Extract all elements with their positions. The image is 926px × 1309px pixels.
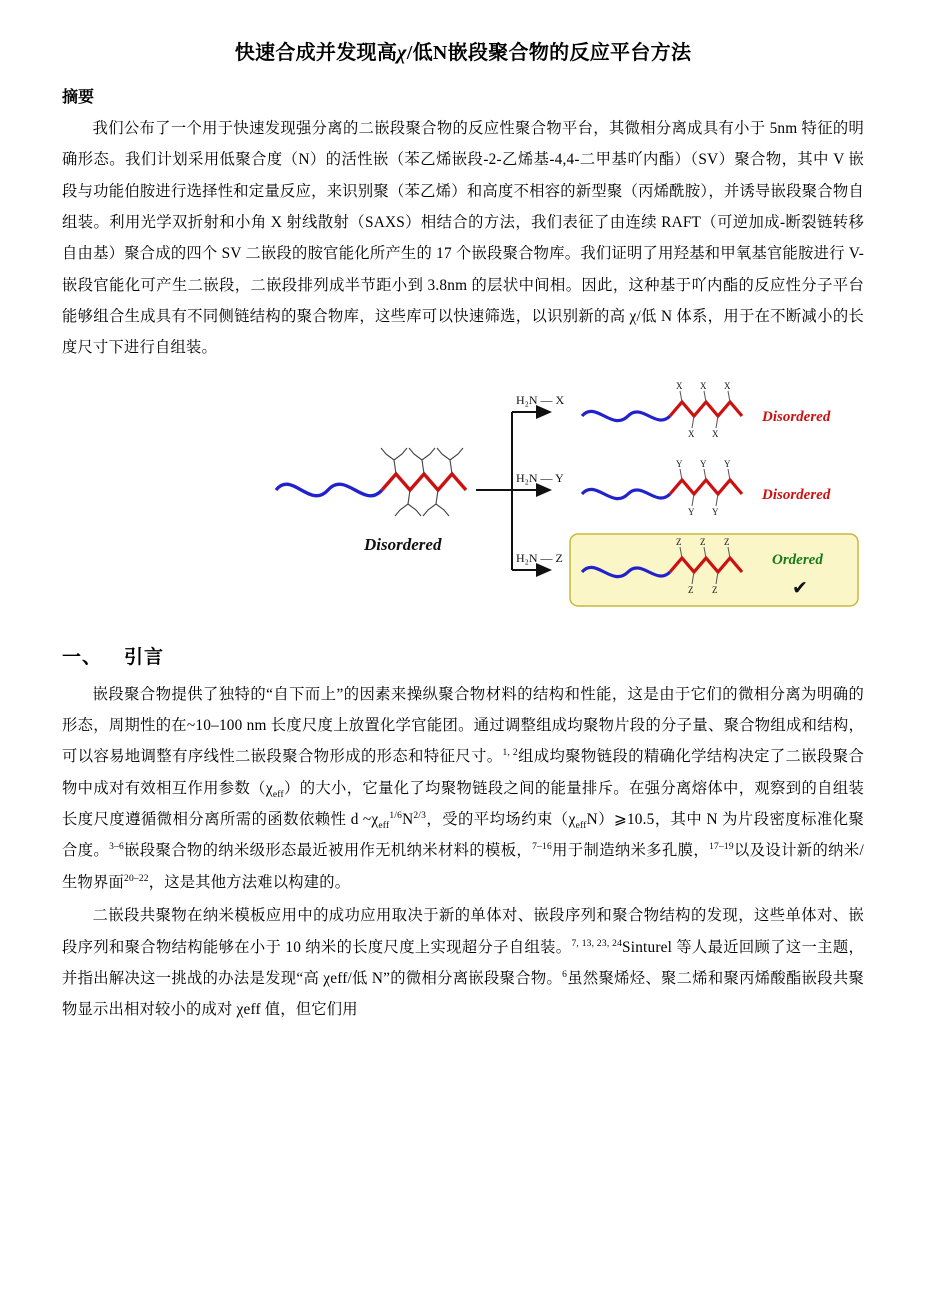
ref-6: 7, 13, 23, 24 <box>571 938 623 949</box>
ref-2: 3–6 <box>109 842 124 853</box>
ref-4: 17–19 <box>709 842 734 853</box>
title-chi: χ <box>397 42 407 64</box>
section-number: 一、 <box>62 646 103 668</box>
side-group-y-3: Y <box>700 458 707 469</box>
ref-1: 1, 2 <box>502 748 518 759</box>
title-suffix: 嵌段聚合物的反应平台方法 <box>447 42 692 64</box>
side-group-y-4: Y <box>712 506 719 517</box>
side-group-x-2: X <box>688 428 695 439</box>
reaction-arrows <box>476 412 550 570</box>
side-group-z-1: Z <box>676 536 682 547</box>
side-group-y-5: Y <box>724 458 731 469</box>
result-label-3: Ordered <box>772 551 823 568</box>
intro-p1-g: 用于制造纳米多孔膜， <box>551 842 710 860</box>
product-row-disordered-1 <box>582 382 831 439</box>
intro-p2-c: 虽然聚烯烃、聚二烯和聚丙烯酸酯嵌段共聚物显示出相对较小的成对 χeff 值，但它们用 <box>62 969 864 1019</box>
abstract-text: 我们公布了一个用于快速发现强分离的二嵌段聚合物的反应性聚合物平台，其微相分离成具有小于 5nm 特征的明确形态。我们计划采用低聚合度（N）的活性嵌（苯乙烯嵌段-2-乙烯基-4,4-二甲基吖内酯）（SV）聚合物，其中 V 嵌段与功能伯胺进行选择性和定量反应，来识别聚（苯乙烯）和高度不相容的新型聚（丙烯酰胺），并诱导嵌段聚合物自组装。利用光学双折射和小角 X 射线散射（SAXS）相结合的方法，我们表征了由连续 RAFT（可逆加成-断裂链转移自由基）聚合成的四个 SV 二嵌段的胺官能化所产生的 17 个嵌段聚合物库。我们证明了用羟基和甲氧基官能胺进行 V-嵌段官能化可产生二嵌段，二嵌段排列成半节距小到 3.8nm 的层状中间相。因此，这种基于吖内酯的反应性分子平台能够组合生成具有不同侧链结构的聚合物库，这些库可以快速筛选，以识别新的高 χ/低 N 体系，用于在不断减小的长度尺寸下进行自组装。 <box>62 120 864 357</box>
intro-p1-d: ，受的平均场约束（χ <box>426 811 576 829</box>
graphical-abstract-svg <box>264 382 864 612</box>
ref-5: 20–22 <box>124 873 149 884</box>
side-group-x-4: X <box>712 428 719 439</box>
section-heading-introduction <box>62 642 864 669</box>
chi-sub-3: eff <box>575 821 587 832</box>
side-group-z-4: Z <box>712 584 718 595</box>
intro-paragraph-2 <box>62 900 864 1025</box>
result-label-1: Disordered <box>762 408 831 425</box>
intro-p2-b: Sinturel 等人最近回顾了这一主题，并指出解决这一挑战的办法是发现“高 χeff/低 N”的微相分离嵌段聚合物。 <box>62 938 864 987</box>
figure-source-label: Disordered <box>364 534 442 554</box>
intro-p2-a: 二嵌段共聚物在纳米模板应用中的成功应用取决于新的单体对、嵌段序列和聚合物结构的发现，这些单体对、嵌段序列和聚合物结构能够在小于 10 纳米的长度尺度上实现超分子自组装。 <box>62 907 864 956</box>
page-title <box>62 40 864 66</box>
chi-sub-1: eff <box>272 789 284 800</box>
intro-p1-i: ，这是其他方法难以构建的。 <box>148 873 351 891</box>
ref-7: 6 <box>562 969 568 980</box>
exp-1: 1/6 <box>389 811 403 822</box>
intro-p1-e: N）⩾10.5，其中 N 为片段密度标准化聚合度。 <box>62 811 865 860</box>
intro-p1-c: ）的大小，它量化了均聚物链段之间的能量排斥。在强分离熔体中，观察到的自组装长度尺度遵循微相分离所需的函数依赖性 d ~χ <box>62 779 865 829</box>
reagent-label-y: H₂N — Y <box>516 470 564 485</box>
figure-container <box>62 382 864 612</box>
graphical-abstract-figure <box>264 382 864 612</box>
side-group-y-2: Y <box>688 506 695 517</box>
side-group-x-3: X <box>700 381 707 391</box>
intro-p1-f: 嵌段聚合物的纳米级形态最近被用作无机纳米材料的模板， <box>123 842 533 860</box>
reagent-label-z: H₂N — Z <box>516 550 563 565</box>
title-mid: /低 <box>406 42 433 64</box>
side-group-z-3: Z <box>700 536 706 547</box>
side-group-x-1: X <box>676 381 683 391</box>
side-group-y-1: Y <box>676 458 683 469</box>
reagent-label-x: H₂N — X <box>516 392 565 407</box>
side-group-z-5: Z <box>724 536 730 547</box>
product-row-ordered <box>570 534 858 606</box>
intro-p1-a: 嵌段聚合物提供了独特的“自下而上”的因素来操纵聚合物材料的结构和性能，这是由于它们的微相分离为明确的形态，周期性的在~10–100 nm 长度尺度上放置化学官能团。通过调整组成均聚物片段的分子量、聚合物组成和结构，可以容易地调整有序线性二嵌段聚合物形成的形态和特征尺寸。 <box>62 685 864 766</box>
intro-paragraph-1: 嵌段聚合物提供了独特的“自下而上”的因素来操纵聚合物材料的结构和性能，这是由于它们的微相分离为明确的形态，周期性的在~10–100 nm 长度尺度上放置化学官能团。通过调整组成均聚物片段的分子量、聚合物组成和结构，可以容易地调整有序线性二嵌段聚合物形成的形态和特征尺寸。$^{1, 2}$组成均聚物链段的精确化学结构决定了二嵌段聚合物中成对有效相互作用参数$(\chi_{eff})$的大小，它量化了均聚物链段之间的能量排斥。在强分离熔体中，观察到的自组装长度尺度遵循微相分离所需的函数依赖性 d $\sim\chi_{eff}^{1/6}N^{2/3}$，受的平均场约束$(\chi_{eff}N)⩾10.5$，其中 N 为片段密度标准化聚合度。$^{3-6}$嵌段聚合物的纳米级形态最近被用作无机纳米材料的模板，$^{7-16}$用于制造纳米多孔膜，$^{17-19}$以及设计新的纳米/生物界面$^{20-22}$，这是其他方法难以构建的。 <box>62 685 865 891</box>
section-title: 引言 <box>124 646 165 668</box>
intro-p1-h: 以及设计新的纳米/生物界面 <box>62 842 864 891</box>
source-polymer <box>276 448 466 554</box>
abstract-label: 摘要 <box>62 89 95 106</box>
ref-3: 7–16 <box>532 842 552 853</box>
result-label-2: Disordered <box>762 486 831 503</box>
title-n: N <box>432 42 448 64</box>
side-group-z-2: Z <box>688 584 694 595</box>
chi-sub-2: eff <box>378 821 390 832</box>
check-icon: ✔ <box>792 576 808 599</box>
side-group-x-5: X <box>724 381 731 391</box>
product-row-disordered-2 <box>582 459 831 517</box>
intro-p1-b: 组成均聚物链段的精确化学结构决定了二嵌段聚合物中成对有效相互作用参数（χ <box>62 748 864 797</box>
n-exp: 2/3 <box>413 811 427 822</box>
title-prefix: 快速合成并发现高 <box>234 42 398 64</box>
